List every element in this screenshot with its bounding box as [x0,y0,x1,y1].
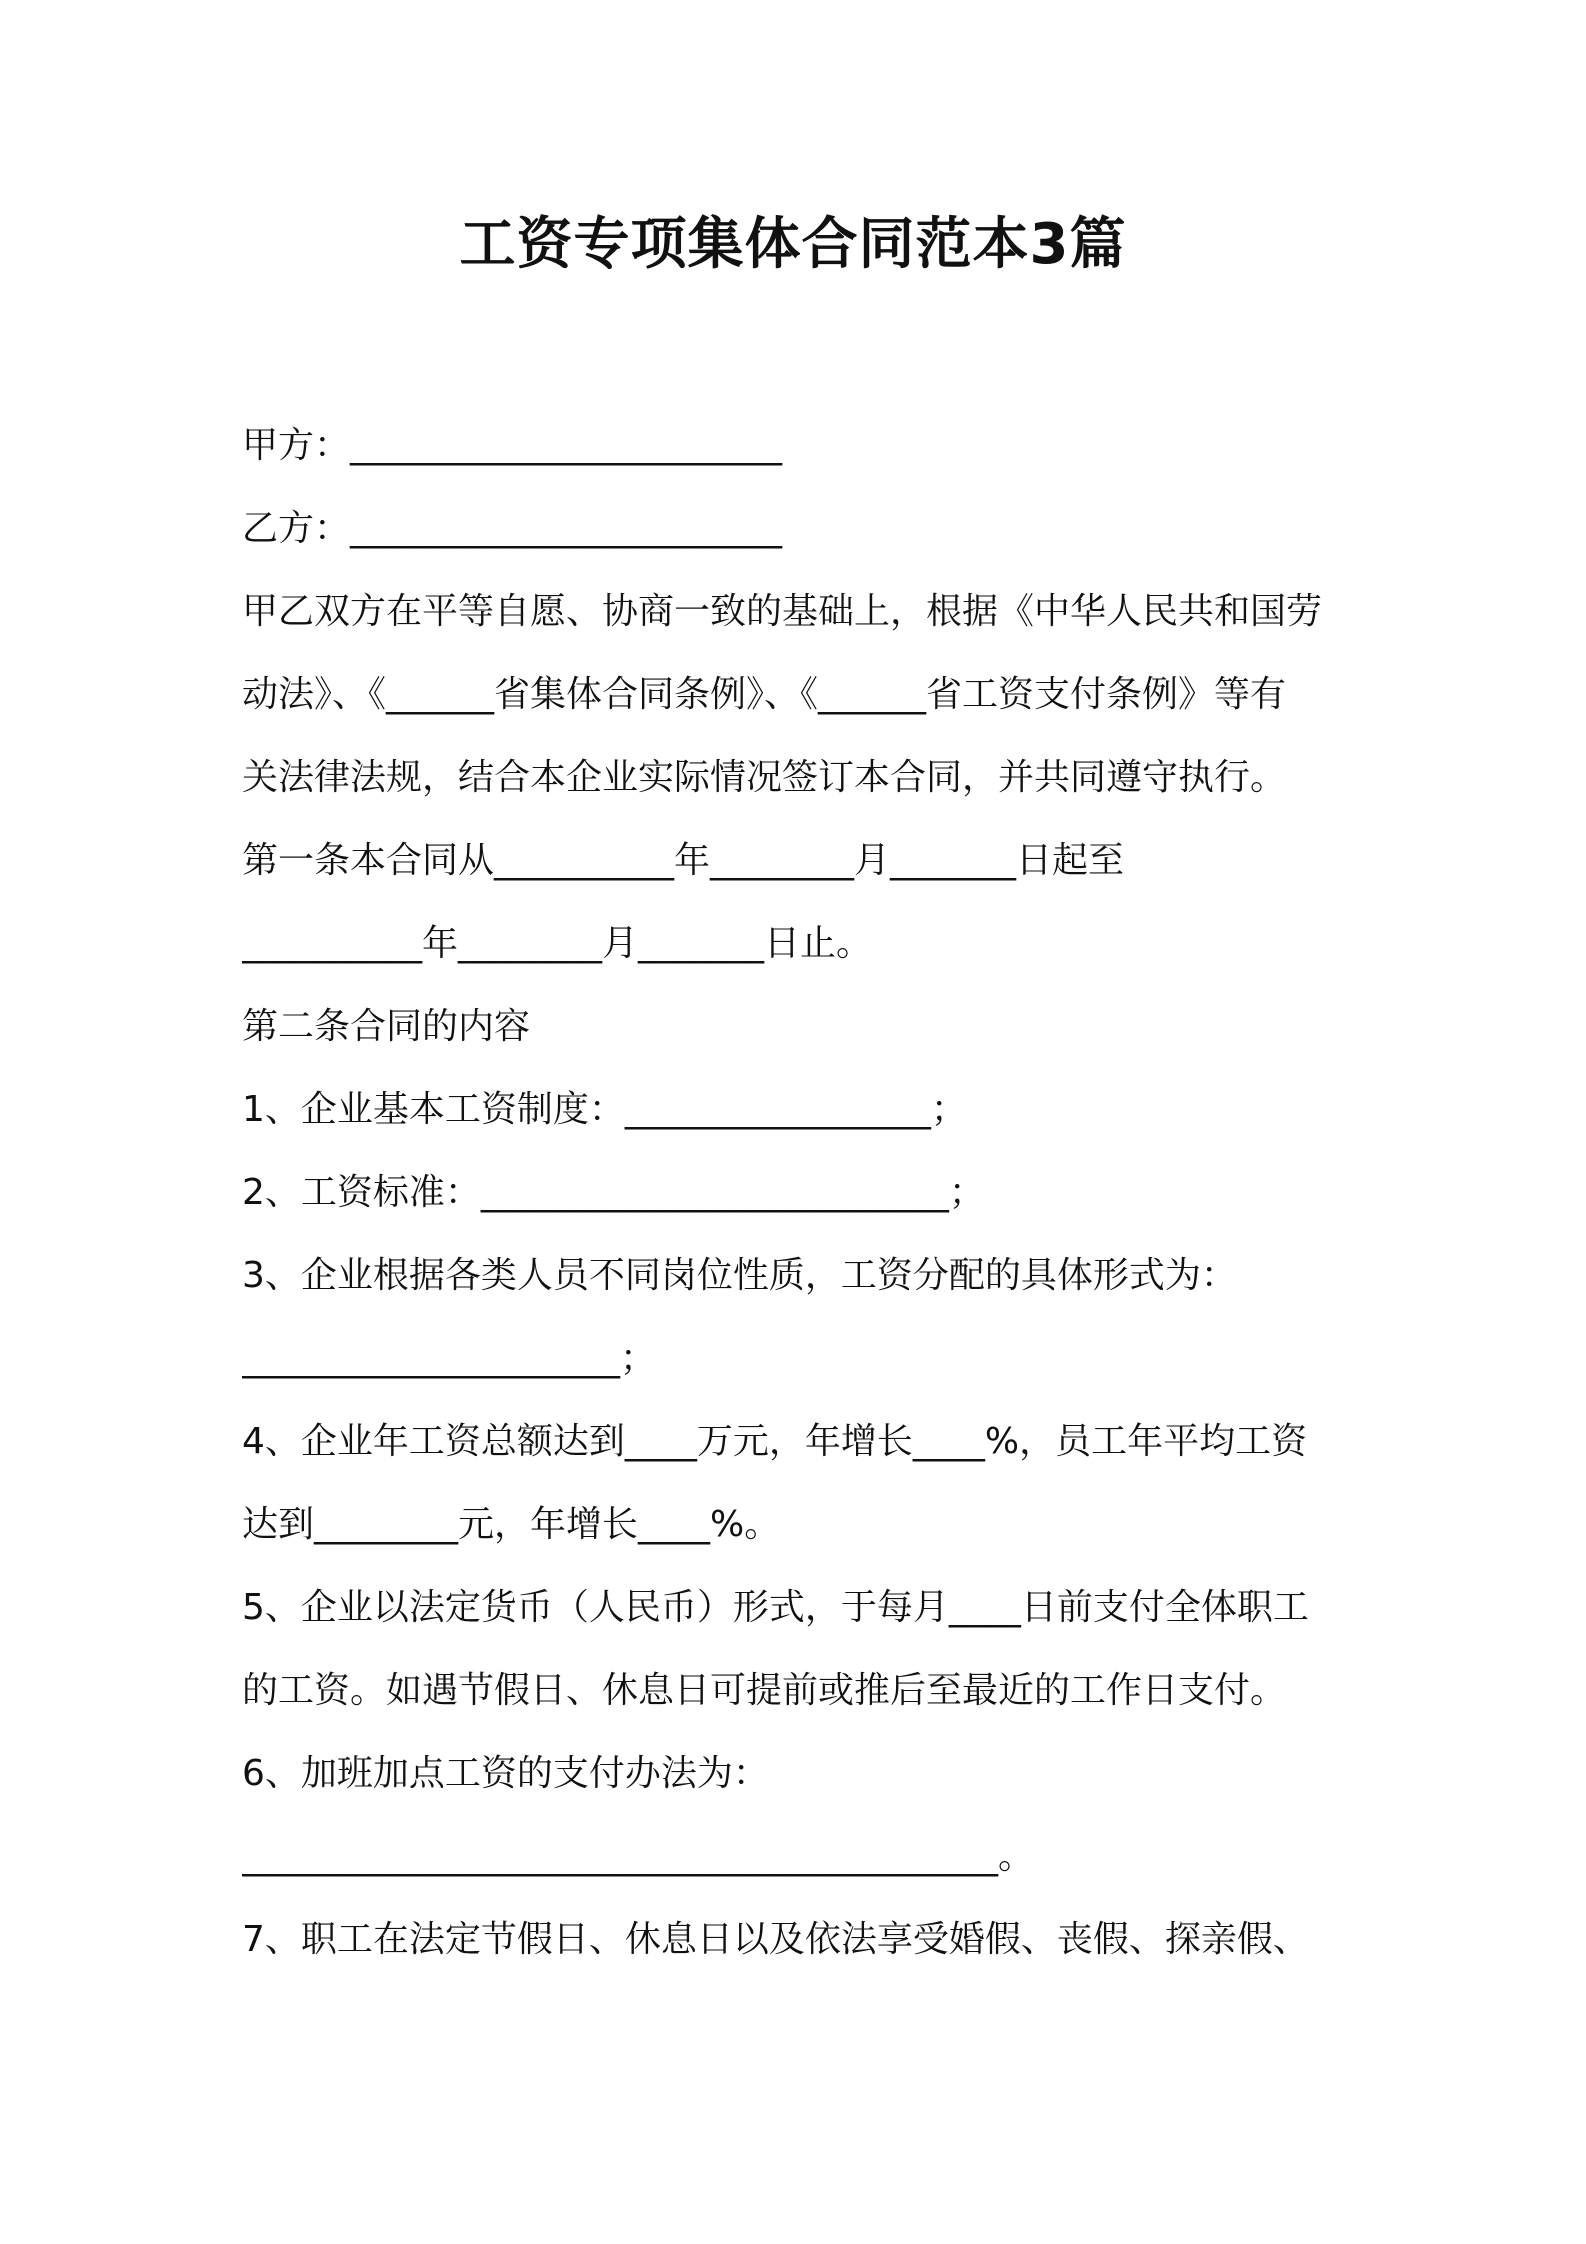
paragraph-line: 动法》、《______省集体合同条例》、《______省工资支付条例》等有 [242,674,1287,715]
paragraph-line: 第二条合同的内容 [242,1006,531,1047]
paragraph-line: __________________________________________。 [242,1836,1034,1877]
paragraph-line: 4、企业年工资总额达到____万元，年增长____%，员工年平均工资 [242,1421,1308,1462]
paragraph-line: 甲方：________________________ [242,425,783,466]
paragraph-line: 5、企业以法定货币（人民币）形式，于每月____日前支付全体职工 [242,1587,1309,1628]
paragraph-line: 1、企业基本工资制度：_________________； [242,1089,967,1130]
paragraph-line: 6、加班加点工资的支付办法为： [242,1753,769,1794]
paragraph-line: 第一条本合同从__________年________月_______日起至 [242,840,1125,881]
document-title: 工资专项集体合同范本3篇 [459,212,1127,277]
paragraph-line: 乙方：________________________ [242,508,783,549]
paragraph-line: 2、工资标准：__________________________； [242,1172,985,1213]
document-body [242,404,1362,1981]
paragraph-line: __________年________月_______日止。 [242,923,873,964]
paragraph-line: 7、职工在法定节假日、休息日以及依法享受婚假、丧假、探亲假、 [242,1919,1309,1960]
paragraph-line: 关法律法规，结合本企业实际情况签订本合同，并共同遵守执行。 [242,757,1287,798]
paragraph-line: 甲乙双方在平等自愿、协商一致的基础上，根据《中华人民共和国劳 [242,591,1323,632]
paragraph-line: _____________________； [242,1338,656,1379]
paragraph-line: 的工资。如遇节假日、休息日可提前或推后至最近的工作日支付。 [242,1670,1287,1711]
paragraph-line: 达到________元，年增长____%。 [242,1504,781,1545]
paragraph-line: 3、企业根据各类人员不同岗位性质，工资分配的具体形式为： [242,1255,1237,1296]
